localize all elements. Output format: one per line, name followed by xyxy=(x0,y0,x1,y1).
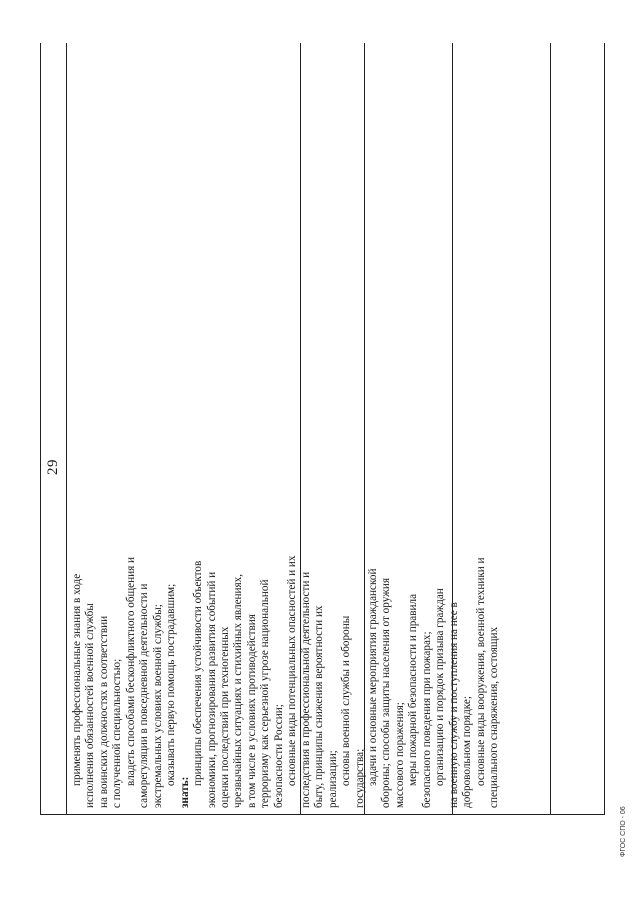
content-line: экономики, прогнозирования развития событий и xyxy=(205,571,218,808)
content-line: знать: xyxy=(178,776,191,808)
content-line: с полученной специальностью; xyxy=(111,658,124,808)
content-line: безопасности России; xyxy=(272,704,285,808)
content-line: экстремальных условиях военной службы; xyxy=(151,604,164,808)
content-line: принципы обеспечения устойчивости объектов xyxy=(192,560,205,786)
content-line: оказывать первую помощь пострадавшим; xyxy=(165,583,178,786)
content-line: оценки последствий при техногенных xyxy=(218,626,231,808)
content-line: безопасного поведения при пожарах; xyxy=(420,631,433,808)
content-line: в том числе в условиях противодействия xyxy=(245,614,258,808)
content-line: владеть способами бесконфликтного общения и xyxy=(124,556,137,786)
content-line: основы военной службы и обороны xyxy=(340,615,353,786)
table-column-content xyxy=(67,43,501,814)
content-text xyxy=(71,47,501,808)
content-line: чрезвычайных ситуациях и стихийных явлениях, xyxy=(232,573,245,808)
content-line: саморегуляции в повседневной деятельности и xyxy=(138,583,151,808)
content-line: исполнения обязанностей военной службы xyxy=(84,603,97,808)
content-line: задачи и основные мероприятия гражданской xyxy=(366,568,379,786)
content-line: добровольном порядке; xyxy=(461,696,474,808)
content-line: быту, принципы снижения вероятности их xyxy=(313,605,326,808)
table-column-competency-codes xyxy=(551,43,606,814)
content-line: основные виды потенциальных опасностей и их xyxy=(286,555,299,786)
content-line: на военную службу и поступления на нее в xyxy=(447,602,460,808)
content-line: основные виды вооружения, военной техники и xyxy=(474,557,487,786)
table-column-discipline xyxy=(453,43,551,814)
content-line: массового поражения; xyxy=(393,702,406,808)
content-line: терроризму как серьезной угрозе национальной xyxy=(259,579,272,808)
competency-table xyxy=(40,43,605,815)
content-line: на воинских должностях в соответствии xyxy=(97,615,110,808)
footer-code: ФГОС СПО - 06 xyxy=(620,806,627,857)
table-column-hours-required xyxy=(365,43,453,814)
table-column-hours-max xyxy=(301,43,365,814)
page-number: 29 xyxy=(45,459,61,475)
content-line: реализации; xyxy=(326,750,339,808)
content-line: специального снаряжения, состоящих xyxy=(488,626,501,808)
table-column-index xyxy=(41,43,67,814)
content-line: применять профессиональные знания в ходе xyxy=(71,573,83,786)
content-line: обороны; способы защиты населения от оружия xyxy=(380,577,393,808)
content-line: последствия в профессиональной деятельности и xyxy=(299,571,312,808)
content-line: меры пожарной безопасности и правила xyxy=(407,593,420,786)
content-line: государства; xyxy=(353,748,366,808)
content-line: организацию и порядок призыва граждан xyxy=(434,588,447,786)
